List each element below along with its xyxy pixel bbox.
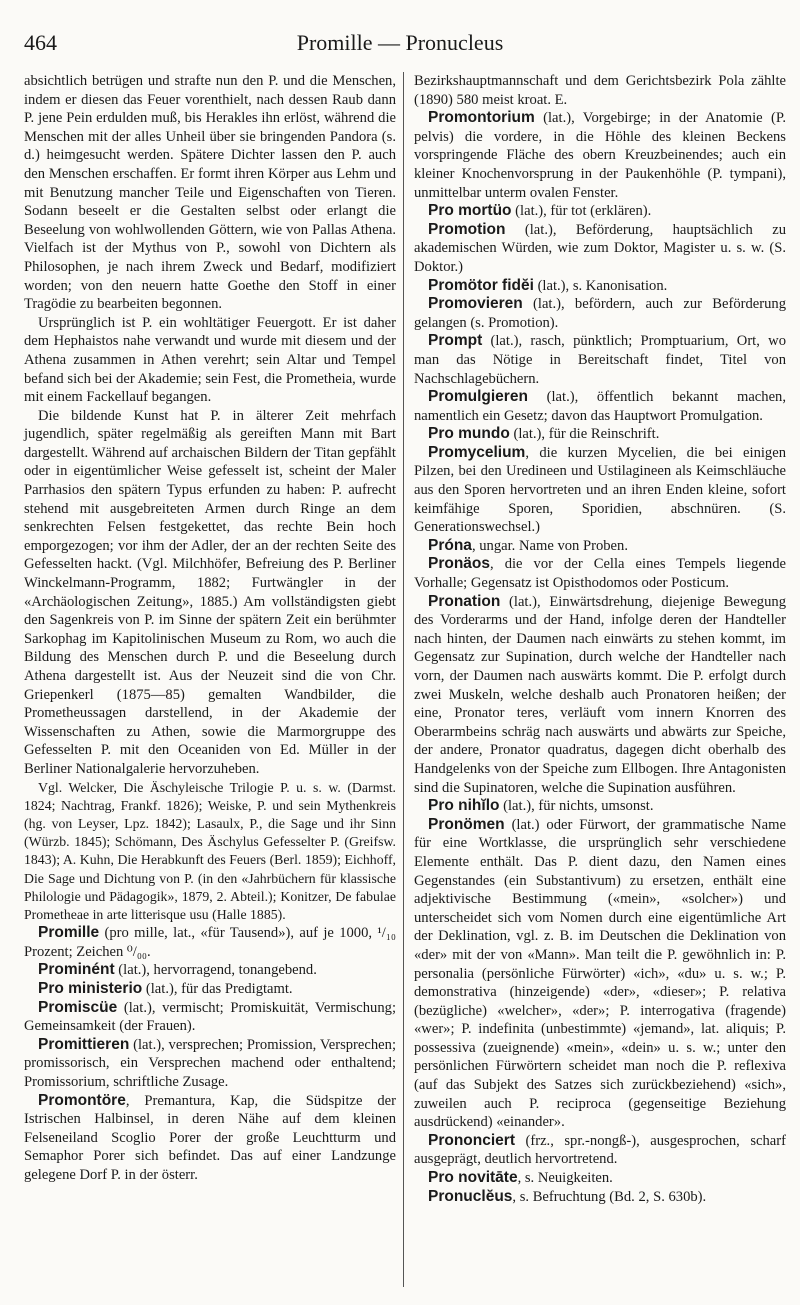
text-paragraph: absichtlich betrügen und strafte nun den P. und die Menschen, indem er diesen das Feuer vorenthielt, nach dessen Raub dann P. jene Pein erdulden muß, bis Herakles ihn erlöst, während die Menschen mit der alles Unheil über sie bringenden Pandora (s. d.) heimgesucht werden. Spätere Dichter lassen den P. auch den Menschen erschaffen. Er formt ihren Körper aus Lehm und mit Benutzung mancher Teile und Eigenschaften von Tieren. Sodann beseelt er die Gestalten selbst oder erlangt die Beseelung von wohlwollenden Göttern, wie von Pallas Athena. Vielfach ist der Mythus von P., sowohl von Dichtern als Philosophen, je nach ihrem Zweck und Bedarf, modifiziert worden; von den neuern hatte Goethe den Stoff in einer Tragödie zu bearbeiten begonnen.	[24, 73, 396, 313]
entry-headword: Pro novitāte	[428, 1169, 518, 1187]
left-column	[24, 72, 396, 1185]
dictionary-entry	[414, 425, 786, 444]
entry-headword: Promontorium	[428, 109, 535, 127]
entry-headword: Promittieren	[38, 1035, 130, 1053]
entry-definition: (lat.), für tot (erklären).	[511, 203, 652, 220]
entry-definition: (lat.), rasch, pünktlich; Promptuarium, Ort, wo man das Nötige in Bereitschaft findet, Titel von Nachschlagebüchern.	[414, 333, 786, 387]
entry-definition: (lat.), hervorragend, tonangebend.	[114, 962, 317, 979]
entry-headword: Prononciert	[428, 1131, 515, 1149]
entry-headword: Promulgieren	[428, 388, 528, 406]
entry-definition: (lat.), vermischt; Promiskuität, Vermischung; Gemeinsamkeit (der Frauen).	[24, 999, 396, 1035]
entry-headword: Prominént	[38, 961, 115, 979]
entry-definition: , die vor der Cella eines Tempels liegende Vorhalle; Gegensatz ist Opisthodomos oder Posticum.	[414, 556, 786, 592]
entry-definition: (lat.), befördern, auch zur Beförderung gelangen (s. Promotion).	[414, 296, 786, 331]
dictionary-entry	[414, 1169, 786, 1188]
entry-headword: Promycelium	[428, 443, 526, 461]
text-paragraph: Die bildende Kunst hat P. in älterer Zeit mehrfach jugendlich, später regelmäßig als gereiften Mann mit Bart dargestellt. Während auf archaischen Bildern der Titan gepfählt oder in eigentümlicher Weise gefesselt ist, scheint der Maler Parrhasios den spätern Typus erfunden zu haben: P. aufrecht stehend mit ausgebreiteten Armen durch Ringe an dem senkrechten Felsen festgekettet, das rechte Bein hoch emporgezogen; vor ihm der Adler, der an der rechten Seite des Gefesselten hackt. (Vgl. Milchhöfer, Befreiung des P. Berliner Winckelmann-Programm, 1882; Furtwängler in der «Archäologischen Zeitung», 1885.) Am vollständigsten giebt den Sagenkreis von P. im Sinne der spätern Zeit ein berühmter Sarkophag im Kapitolinischen Museum zu Rom, wo auch die Bildung des Menschen durch P. und die Beseelung durch Athena dargestellt ist. Aus der Neuzeit sind die von Chr. Griepenkerl (1875—85) gemalten Wandbilder, die Prometheussagen darstellend, in der Akademie der Wissenschaften zu Athen, sowie die Marmorgruppe des Gefesselten P. mit den Oceaniden von Ed. Müller in der Berliner Nationalgalerie hervorzuheben.	[24, 407, 396, 777]
dictionary-entry	[414, 221, 786, 277]
dictionary-entry	[414, 295, 786, 332]
page-number: 464	[24, 30, 57, 55]
entry-headword: Promille	[38, 924, 100, 942]
entry-headword: Pro ministerio	[38, 979, 143, 997]
dictionary-entry	[24, 980, 396, 999]
entry-definition: , s. Neuigkeiten.	[517, 1170, 613, 1187]
entry-definition: (lat.), Einwärtsdrehung, diejenige Bewegung des Vorderarms und der Hand, infolge deren der Handteller nach hinten, der Daumen nach einwärts zu stehen kommt, im Gegensatz zur Supination, durch welche der Handteller nach vorn, der Daumen nach auswärts kommt. Die P. erfolgt durch zwei Muskeln, welche deshalb auch Pronatoren heißen; der eine, Pronator teres, verläuft vom innern Knorren des Oberarmbeins schräg nach auswärts und abwärts zur Speiche, der andere, Pronator quadratus, dagegen dicht oberhalb des Handgelenks von der Speiche zum Ellbogen. Ihre Antagonisten sind die Supinatoren, welche die Supination ausführen.	[414, 593, 786, 796]
entry-headword: Pronäos	[428, 555, 491, 573]
entry-definition: , die kurzen Mycelien, die bei einigen Pilzen, bei den Uredineen und Ustilagineen als Keimschläuche aus den Sporen hervortreten und an ihren Enden kleine, sofort keimfähige Sporen, Sporidien, abschnüren. (S. Generationswechsel.)	[414, 444, 786, 536]
entry-headword: Pro mortüo	[428, 202, 512, 220]
dictionary-entry	[24, 1092, 396, 1185]
dictionary-entry	[414, 593, 786, 798]
dictionary-entry	[414, 797, 786, 816]
entry-headword: Promötor fidĕi	[428, 276, 534, 294]
entry-definition: (lat.), s. Kanonisation.	[533, 277, 668, 294]
entry-definition: (lat.), Vorgebirge; in der Anatomie (P. pelvis) die vordere, in die Höhle des kleinen Beckens vorspringende Fläche des obern Kreuzbeinendes; auch ein kleiner Knochenvorsprung in der Paukenhöhle (P. tympani), unmittelbar unterm ovalen Fenster.	[414, 110, 786, 201]
entry-definition: (lat.) oder Fürwort, der grammatische Name für eine Wortklasse, die ursprünglich sehr verschiedene Elemente enthält. Das P. dient dazu, den Namen eines Gegenstandes (ein Substantivum) zu ersetzen, enthält eine adjektivische Bestimmung («mein», «solcher») und unterscheidet sich vom Nomen durch eine eigentümliche Art der Deklination, vgl. z. B. im Deutschen die Deklination von «der» mit der von «Mann». Man teilt die P. gewöhnlich in: P. personalia (persönliche Fürwörter) «ich», «du» u. s. w.; P. demonstrativa (hinzeigende) «der», «dieser»; P. relativa (bezügliche) «welcher», «der»; P. interrogativa (fragende) «wer»; P. indefinita (unbestimmte) «jemand», lat. aliquis; P. possessiva (zueignende) «mein», «dein» u. s. w.; unter den persönlichen Fürwörtern scheidet man noch die P. reflexiva (auf das Subjekt des Satzes sich zurückbeziehend) «sich», zuweilen auch P. reciproca (gegenseitige Beziehung ausdrückend) «einander».	[414, 816, 786, 1131]
column-divider	[403, 72, 404, 1287]
dictionary-entry	[24, 924, 396, 961]
entry-definition: , ungar. Name von Proben.	[471, 537, 628, 554]
entry-definition: (pro mille, lat., «für Tausend»), auf je 1000, ¹/₁₀ Prozent; Zeichen ⁰/₀₀.	[24, 925, 396, 960]
entry-definition: , Premantura, Kap, die Südspitze der Istrischen Halbinsel, in deren Nähe auf dem kleinen Felseneiland Scoglio Porer der große Leuchtturm und Semaphor Porer sich befindet. Das auf einer Landzunge gelegene Dorf P. in der österr.	[24, 1092, 396, 1183]
dictionary-entry	[414, 1132, 786, 1169]
entry-headword: Pronuclĕus	[428, 1187, 513, 1205]
dictionary-entry	[414, 202, 786, 221]
entry-headword: Promiscüe	[38, 998, 118, 1016]
entry-definition: (lat.), für die Reinschrift.	[509, 426, 660, 443]
right-column	[414, 72, 786, 1206]
entry-headword: Próna	[428, 536, 472, 554]
entry-headword: Pro nihĭlo	[428, 797, 500, 815]
dictionary-entry	[414, 555, 786, 592]
dictionary-entry	[24, 961, 396, 980]
page-header	[24, 30, 776, 64]
entry-definition: , s. Befruchtung (Bd. 2, S. 630b).	[512, 1188, 707, 1205]
entry-definition: (lat.), öffentlich bekannt machen, namentlich ein Gesetz; davon das Hauptwort Promulgation.	[414, 389, 786, 424]
entry-headword: Pro mundo	[428, 425, 510, 443]
entry-definition: (lat.), für das Predigtamt.	[142, 980, 293, 997]
dictionary-entry	[414, 388, 786, 425]
dictionary-entry	[414, 109, 786, 202]
entry-headword: Promotion	[428, 220, 506, 238]
entry-definition: (lat.), Beförderung, hauptsächlich zu akademischen Würden, wie zum Doktor, Magister u. s. w. (S. Doktor.)	[414, 221, 786, 275]
running-head: Promille — Pronucleus	[296, 30, 504, 55]
entry-definition: (lat.), versprechen; Promission, Versprechen; promissorisch, ein Versprechen machend oder enthaltend; Promissorium, schriftliche Zusage.	[24, 1036, 396, 1090]
entry-headword: Pronömen	[428, 815, 505, 833]
entry-headword: Promovieren	[428, 295, 523, 313]
dictionary-entry	[414, 332, 786, 388]
entry-headword: Pronation	[428, 592, 501, 610]
dictionary-entry	[414, 1188, 786, 1207]
entry-definition: (lat.), für nichts, umsonst.	[499, 798, 654, 815]
text-paragraph: Ursprünglich ist P. ein wohltätiger Feuergott. Er ist daher dem Hephaistos nahe verwandt und wurde mit diesem und der Athena zusammen in Athen verehrt; sein Altar und Tempel befand sich bei der Akademie; sein Fest, die Prometheia, wurde mit einem Fackellauf begangen.	[24, 314, 396, 406]
dictionary-entry	[24, 999, 396, 1036]
entry-headword: Promontöre	[38, 1091, 126, 1109]
bibliography-paragraph: Vgl. Welcker, Die Äschyleische Trilogie P. u. s. w. (Darmst. 1824; Nachtrag, Frankf. 1826); Weiske, P. und sein Mythenkreis (hg. von Leyser, Lpz. 1842); Lasaulx, P., die Sage und ihr Sinn (Würzb. 1845); Schömann, Des Äschylus Gefesselter P. (Greifsw. 1843); A. Kuhn, Die Herabkunft des Feuers (Berl. 1859); Eichhoff, Die Sage und Dichtung von P. (in den «Jahrbüchern für klassische Philologie und Pädagogik», 1879, 2. Abteil.); Konitzer, De fabulae Prometheae in arte litterisque usu (Halle 1885).	[24, 779, 396, 922]
dictionary-entry	[414, 537, 786, 556]
dictionary-entry	[414, 277, 786, 296]
text-paragraph: Bezirkshauptmannschaft und dem Gerichtsbezirk Pola zählte (1890) 580 meist kroat. E.	[414, 73, 786, 108]
entry-headword: Prompt	[428, 332, 483, 350]
entry-definition: (frz., spr.-nongß-), ausgesprochen, scharf ausgeprägt, deutlich hervortretend.	[414, 1132, 786, 1168]
dictionary-entry	[24, 1036, 396, 1092]
dictionary-entry	[414, 444, 786, 537]
dictionary-entry	[414, 816, 786, 1132]
